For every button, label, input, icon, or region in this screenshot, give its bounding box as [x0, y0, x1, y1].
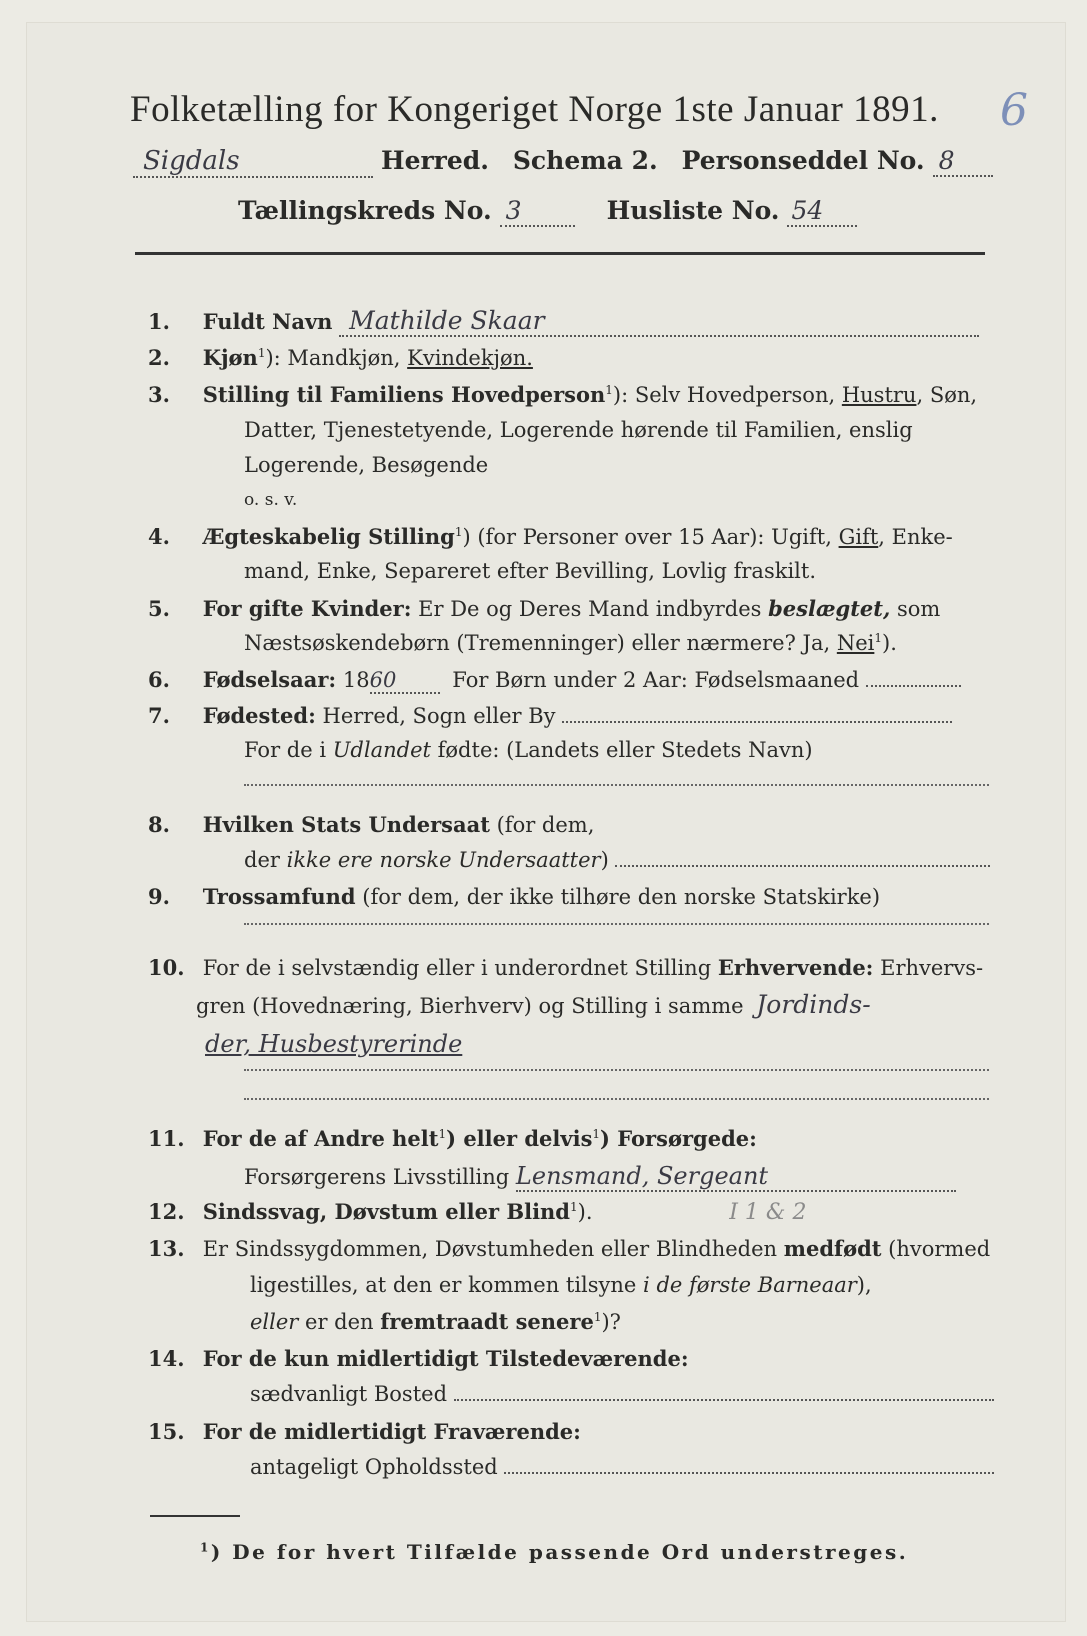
dotted-line [244, 923, 989, 925]
item-number: 15. [148, 1419, 185, 1444]
item-7-line-2 [244, 738, 813, 762]
item-11 [148, 1126, 757, 1151]
item-label-b: ) eller delvis [446, 1126, 593, 1151]
name-value: Mathilde Skaar [349, 306, 545, 335]
provider-value: Lensmand, Sergeant [515, 1162, 769, 1190]
item-9 [148, 884, 880, 909]
item-number: 3. [148, 382, 170, 407]
herred-value: Sigdals [143, 146, 240, 176]
item-text: sædvanligt Bosted [250, 1382, 448, 1406]
year-prefix: 18 [342, 668, 370, 692]
taellingskreds-value: 3 [505, 196, 522, 225]
taellingskreds-line [238, 196, 857, 227]
item-3 [148, 382, 977, 407]
item-15-line-2 [250, 1455, 994, 1479]
item-text: For de i [244, 738, 327, 762]
item-text: (for dem, [496, 813, 595, 837]
item-number: 11. [148, 1126, 185, 1151]
personseddel-label: Personseddel No. [681, 146, 925, 175]
item-13-line-3 [250, 1309, 621, 1334]
dotted-line [244, 1098, 989, 1100]
item-text: der [244, 848, 280, 872]
item-text: ): Selv Hovedperson, [612, 383, 836, 407]
item-number: 4. [148, 524, 170, 549]
item-2 [148, 345, 533, 370]
item-text: er den [305, 1310, 374, 1334]
item-13 [148, 1236, 990, 1261]
item-text: ). [577, 1200, 593, 1224]
item-7 [148, 703, 952, 728]
item-3-line-3: Logerende, Besøgende [244, 453, 489, 477]
item-3-line-4: o. s. v. [244, 490, 298, 510]
item-14 [148, 1346, 689, 1371]
footnote-ref: 1 [438, 1127, 447, 1141]
item-text: fødte: (Landets eller Stedets Navn) [437, 738, 813, 762]
item-text-italic: beslægtet, [768, 596, 891, 621]
item-label: Hvilken Stats Undersaat [202, 812, 490, 837]
item-12 [148, 1199, 806, 1225]
item-4 [148, 524, 953, 549]
item-label-a: For de af Andre helt [202, 1126, 439, 1151]
item-label: Erhvervende: [717, 955, 874, 980]
footnote-ref: 1 [874, 631, 882, 645]
item-text: Erhvervs- [880, 956, 984, 980]
item-10-line-3 [205, 1030, 462, 1058]
item-text: Er Sindssygdommen, Døvstumheden eller Blindheden [202, 1237, 778, 1261]
birthplace-field [562, 721, 952, 723]
item-number: 14. [148, 1346, 185, 1371]
item-number: 1. [148, 309, 170, 334]
item-text: ): Mandkjøn, [265, 346, 401, 370]
item-label: Trossamfund [202, 884, 356, 909]
year-field [370, 668, 440, 694]
item-label: Sindssvag, Døvstum eller Blind [202, 1199, 570, 1224]
item-text: For Børn under 2 Aar: Fødselsmaaned [452, 668, 860, 692]
selected-option: Kvindekjøn. [407, 346, 533, 370]
item-text: ), [856, 1273, 872, 1297]
item-number: 10. [148, 955, 185, 980]
herred-line [133, 146, 993, 178]
item-number: 12. [148, 1199, 185, 1224]
item-number: 7. [148, 703, 170, 728]
item-13-line-2 [250, 1273, 872, 1297]
item-text-bold: fremtraadt senere [380, 1309, 594, 1334]
item-text: ligestilles, at den er kommen tilsyne [250, 1273, 637, 1297]
month-field [866, 685, 961, 687]
item-text: som [896, 597, 941, 621]
footnote-text: ) De for hvert Tilfælde passende Ord understreges. [210, 1540, 909, 1564]
item-text-italic: Udlandet [332, 738, 431, 762]
item-text: ) (for Personer over 15 Aar): Ugift, [462, 525, 832, 549]
item-text: , Søn, [916, 383, 978, 407]
item-label: Fødested: [202, 703, 316, 728]
item-text: Næstsøskendebørn (Tremenninger) eller nærmere? Ja, [244, 631, 831, 655]
occupation-value-2: der, Husbestyrerinde [205, 1030, 463, 1058]
item-text-italic: i de første Barneaar [643, 1273, 857, 1297]
item-label-c: ) Forsørgede: [600, 1126, 757, 1151]
footnote-ref: 1 [592, 1127, 601, 1141]
item-14-line-2 [250, 1382, 994, 1406]
item-text: gren (Hovednæring, Bierhverv) og Stilling i samme [196, 994, 744, 1018]
header-rule [135, 252, 985, 255]
footnote-ref: 1 [570, 1200, 578, 1214]
item-text-italic: ikke ere norske Undersaatter [286, 848, 601, 872]
item-3-line-2: Datter, Tjenestetyende, Logerende hørende til Familien, enslig [244, 418, 913, 442]
item-number: 9. [148, 884, 170, 909]
selected-option: Gift [838, 525, 879, 549]
item-label: Fødselsaar: [202, 667, 337, 692]
item-5-line-2 [244, 631, 897, 655]
occupation-value-1: Jordinds- [756, 990, 871, 1019]
item-text: )? [601, 1310, 621, 1334]
item-number: 6. [148, 667, 170, 692]
footnote-ref: 1 [257, 346, 266, 360]
item-label: Ægteskabelig Stilling [202, 524, 455, 549]
footnote-mark: 1 [200, 1540, 211, 1555]
item-8-line-2 [244, 848, 990, 872]
item-label: Fuldt Navn [202, 309, 333, 334]
item-text: ). [882, 631, 897, 655]
item-text: Er De og Deres Mand indbyrdes [418, 597, 762, 621]
name-field [339, 306, 979, 337]
husliste-value: 54 [791, 196, 824, 225]
item-label: Kjøn [202, 345, 258, 370]
taellingskreds-field [500, 196, 575, 227]
item-text: Forsørgerens Livsstilling [244, 1165, 510, 1189]
item-number: 13. [148, 1236, 185, 1261]
selected-option: Hustru [841, 383, 917, 407]
footnote-ref: 1 [593, 1310, 602, 1324]
nationality-field [615, 865, 990, 867]
provider-field [516, 1162, 956, 1192]
item-text: (hvormed [888, 1237, 991, 1261]
year-value: 60 [369, 668, 397, 692]
item-number: 5. [148, 596, 170, 621]
corner-mark: 6 [1000, 85, 1028, 136]
dotted-line [244, 1069, 989, 1071]
page-title: Folketælling for Kongeriget Norge 1ste Januar 1891. [130, 89, 939, 130]
item-label: For gifte Kvinder: [202, 596, 412, 621]
selected-option: Nei [836, 631, 875, 655]
item-text: ) [600, 848, 609, 872]
item-number: 2. [148, 345, 170, 370]
footnote-ref: 1 [605, 383, 613, 397]
item-number: 8. [148, 812, 170, 837]
residence-field [454, 1399, 994, 1401]
item-8 [148, 812, 594, 837]
herred-label: Herred. [380, 146, 489, 175]
item-label: medfødt [783, 1236, 882, 1261]
taellingskreds-label: Tællingskreds No. [238, 196, 492, 225]
personseddel-field [933, 146, 993, 177]
item-text: Herred, Sogn eller By [322, 704, 556, 728]
item-text: (for dem, der ikke tilhøre den norske Statskirke) [362, 885, 881, 909]
disability-note: I 1 & 2 [729, 1200, 807, 1225]
item-10 [148, 955, 983, 980]
item-text: , Enke- [878, 525, 953, 549]
whereabouts-field [504, 1472, 994, 1474]
item-4-line-2: mand, Enke, Separeret efter Bevilling, Lovlig fraskilt. [244, 559, 817, 583]
item-label: For de midlertidigt Fraværende: [202, 1419, 581, 1444]
personseddel-value: 8 [938, 146, 955, 175]
item-label: For de kun midlertidigt Tilstedeværende: [202, 1346, 689, 1371]
item-15 [148, 1419, 581, 1444]
item-5 [148, 596, 940, 621]
husliste-field [787, 196, 857, 227]
item-10-line-2 [196, 990, 871, 1019]
footnote [200, 1540, 908, 1564]
item-text: For de i selvstændig eller i underordnet Stilling [202, 956, 712, 980]
item-1 [148, 306, 979, 337]
item-text-italic: eller [250, 1310, 299, 1334]
footnote-ref: 1 [454, 525, 463, 539]
item-text: antageligt Opholdssted [250, 1455, 498, 1479]
herred-field [133, 146, 373, 178]
item-label: Stilling til Familiens Hovedperson [202, 382, 606, 407]
footnote-rule [150, 1515, 240, 1517]
husliste-label: Husliste No. [606, 196, 780, 225]
dotted-line [244, 784, 989, 786]
item-6 [148, 667, 961, 694]
schema-label: Schema 2. [512, 146, 658, 175]
item-11-line-2 [244, 1162, 956, 1192]
